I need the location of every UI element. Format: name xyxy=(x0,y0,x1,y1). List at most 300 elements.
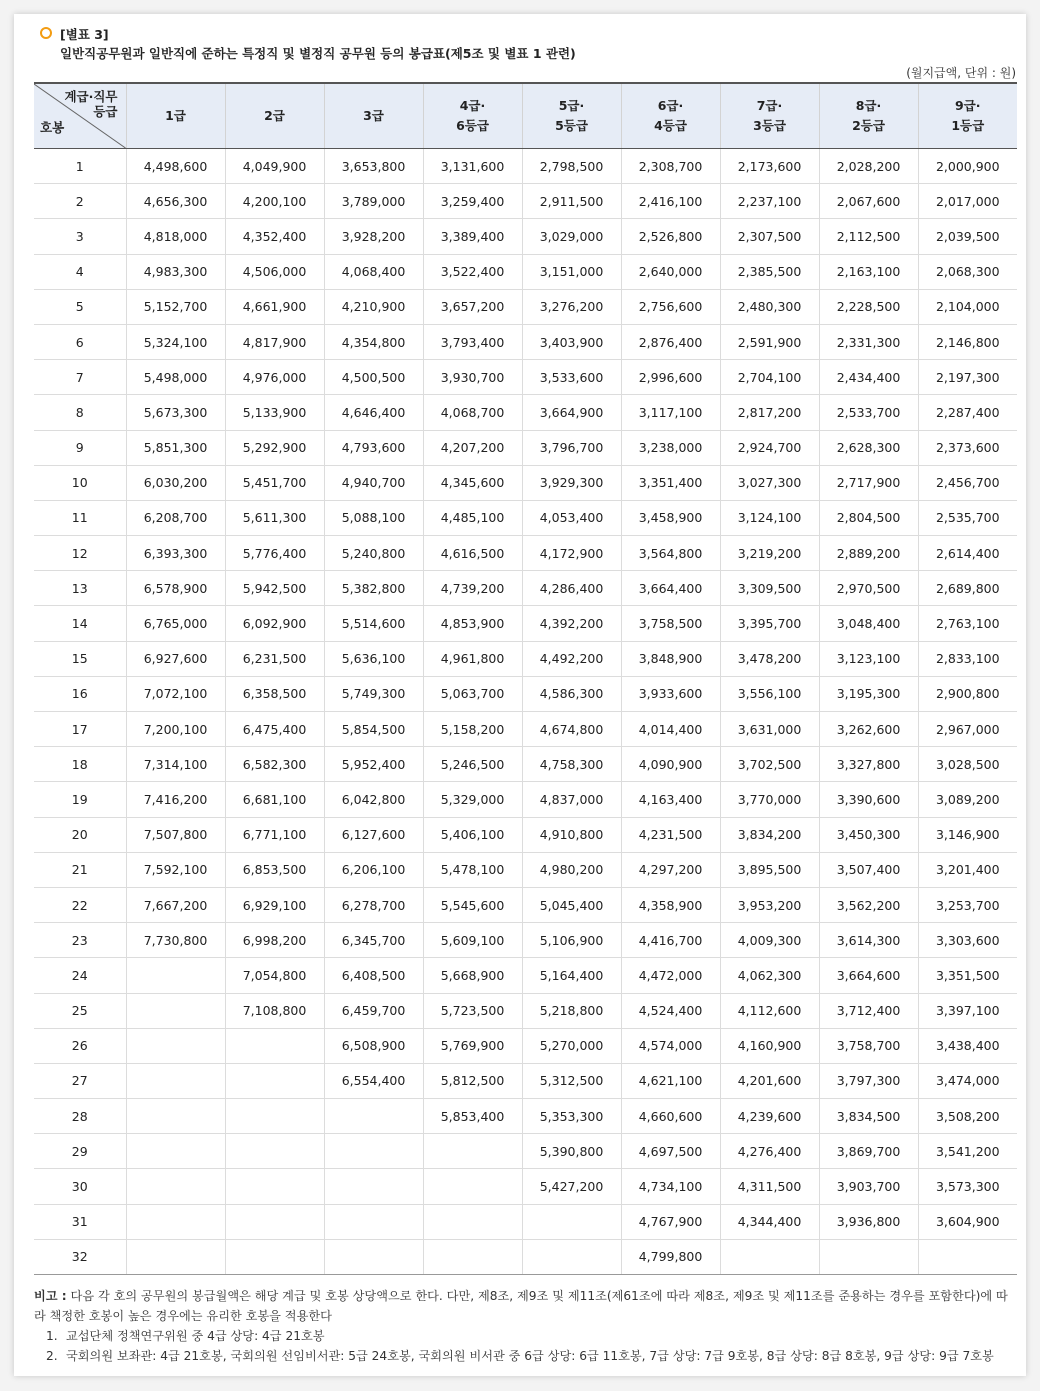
salary-cell: 4,311,500 xyxy=(720,1169,819,1204)
salary-cell: 4,068,400 xyxy=(324,254,423,289)
salary-cell: 4,799,800 xyxy=(621,1239,720,1274)
salary-cell: 6,278,700 xyxy=(324,887,423,922)
salary-cell: 4,172,900 xyxy=(522,536,621,571)
salary-cell: 6,771,100 xyxy=(225,817,324,852)
column-header-line2: 2등급 xyxy=(852,118,885,133)
salary-cell: 3,758,700 xyxy=(819,1028,918,1063)
table-row xyxy=(34,465,1017,500)
salary-cell: 2,763,100 xyxy=(918,606,1017,641)
salary-cell: 3,712,400 xyxy=(819,993,918,1028)
column-header-line2: 6등급 xyxy=(456,118,489,133)
salary-cell: 3,238,000 xyxy=(621,430,720,465)
salary-cell: 2,434,400 xyxy=(819,360,918,395)
salary-cell: 3,146,900 xyxy=(918,817,1017,852)
salary-cell: 3,533,600 xyxy=(522,360,621,395)
salary-cell: 3,259,400 xyxy=(423,184,522,219)
salary-cell: 4,354,800 xyxy=(324,324,423,359)
salary-cell: 5,406,100 xyxy=(423,817,522,852)
salary-cell: 2,146,800 xyxy=(918,324,1017,359)
step-cell: 15 xyxy=(34,641,126,676)
note-item-number: 2. xyxy=(46,1349,58,1363)
salary-cell: 4,574,000 xyxy=(621,1028,720,1063)
salary-cell: 6,208,700 xyxy=(126,500,225,535)
step-cell: 7 xyxy=(34,360,126,395)
salary-cell: 2,197,300 xyxy=(918,360,1017,395)
salary-cell xyxy=(126,1169,225,1204)
salary-cell: 4,062,300 xyxy=(720,958,819,993)
step-cell: 14 xyxy=(34,606,126,641)
salary-cell: 3,796,700 xyxy=(522,430,621,465)
salary-cell: 3,797,300 xyxy=(819,1063,918,1098)
salary-cell: 4,758,300 xyxy=(522,747,621,782)
salary-cell xyxy=(918,1239,1017,1274)
column-header xyxy=(819,83,918,149)
salary-cell: 3,395,700 xyxy=(720,606,819,641)
salary-cell: 3,397,100 xyxy=(918,993,1017,1028)
salary-cell: 5,776,400 xyxy=(225,536,324,571)
salary-cell: 3,541,200 xyxy=(918,1134,1017,1169)
column-header xyxy=(720,83,819,149)
salary-cell: 2,112,500 xyxy=(819,219,918,254)
salary-cell: 2,385,500 xyxy=(720,254,819,289)
step-cell: 30 xyxy=(34,1169,126,1204)
salary-cell: 2,331,300 xyxy=(819,324,918,359)
salary-cell: 5,063,700 xyxy=(423,676,522,711)
step-cell: 31 xyxy=(34,1204,126,1239)
salary-cell: 7,592,100 xyxy=(126,852,225,887)
salary-cell xyxy=(126,1204,225,1239)
table-row xyxy=(34,1169,1017,1204)
corner-bottom-label: 호봉 xyxy=(40,120,65,135)
salary-cell: 4,358,900 xyxy=(621,887,720,922)
step-cell: 21 xyxy=(34,852,126,887)
salary-cell: 4,853,900 xyxy=(423,606,522,641)
table-row xyxy=(34,817,1017,852)
salary-cell: 2,833,100 xyxy=(918,641,1017,676)
column-header xyxy=(126,83,225,149)
salary-cell: 7,730,800 xyxy=(126,923,225,958)
salary-cell: 2,967,000 xyxy=(918,712,1017,747)
salary-cell: 4,661,900 xyxy=(225,289,324,324)
corner-top-line2: 등급 xyxy=(93,104,118,119)
step-cell: 8 xyxy=(34,395,126,430)
salary-cell: 4,660,600 xyxy=(621,1099,720,1134)
step-cell: 6 xyxy=(34,324,126,359)
table-row xyxy=(34,782,1017,817)
step-cell: 27 xyxy=(34,1063,126,1098)
salary-cell: 4,090,900 xyxy=(621,747,720,782)
salary-cell: 3,508,200 xyxy=(918,1099,1017,1134)
column-header xyxy=(522,83,621,149)
column-header-line2: 1등급 xyxy=(951,118,985,133)
document-card xyxy=(14,14,1026,1376)
salary-cell: 4,506,000 xyxy=(225,254,324,289)
salary-cell: 2,591,900 xyxy=(720,324,819,359)
column-header-line2: 4등급 xyxy=(654,118,687,133)
table-row xyxy=(34,958,1017,993)
salary-cell xyxy=(225,1169,324,1204)
step-cell: 25 xyxy=(34,993,126,1028)
salary-cell: 4,112,600 xyxy=(720,993,819,1028)
salary-cell: 4,297,200 xyxy=(621,852,720,887)
salary-cell: 3,474,000 xyxy=(918,1063,1017,1098)
column-header xyxy=(423,83,522,149)
step-cell: 20 xyxy=(34,817,126,852)
salary-cell: 6,929,100 xyxy=(225,887,324,922)
salary-cell: 2,017,000 xyxy=(918,184,1017,219)
salary-cell: 2,237,100 xyxy=(720,184,819,219)
salary-cell: 2,480,300 xyxy=(720,289,819,324)
table-body xyxy=(34,149,1017,1275)
salary-cell: 3,151,000 xyxy=(522,254,621,289)
salary-cell: 2,228,500 xyxy=(819,289,918,324)
salary-cell: 3,564,800 xyxy=(621,536,720,571)
salary-cell: 7,416,200 xyxy=(126,782,225,817)
salary-cell: 4,207,200 xyxy=(423,430,522,465)
salary-cell: 2,104,000 xyxy=(918,289,1017,324)
salary-cell: 4,163,400 xyxy=(621,782,720,817)
salary-cell xyxy=(324,1239,423,1274)
salary-cell xyxy=(126,1134,225,1169)
salary-cell: 2,039,500 xyxy=(918,219,1017,254)
step-cell: 10 xyxy=(34,465,126,500)
salary-cell: 3,869,700 xyxy=(819,1134,918,1169)
salary-cell: 2,533,700 xyxy=(819,395,918,430)
salary-cell: 3,653,800 xyxy=(324,149,423,184)
salary-cell: 3,507,400 xyxy=(819,852,918,887)
corner-top-label xyxy=(64,89,117,119)
step-cell: 9 xyxy=(34,430,126,465)
salary-cell: 4,276,400 xyxy=(720,1134,819,1169)
table-row xyxy=(34,747,1017,782)
salary-cell: 3,131,600 xyxy=(423,149,522,184)
salary-cell: 5,218,800 xyxy=(522,993,621,1028)
note-item xyxy=(34,1326,1019,1346)
salary-cell: 3,933,600 xyxy=(621,676,720,711)
salary-cell: 2,526,800 xyxy=(621,219,720,254)
salary-cell: 5,514,600 xyxy=(324,606,423,641)
step-cell: 23 xyxy=(34,923,126,958)
note-item xyxy=(34,1346,1019,1366)
salary-cell: 5,158,200 xyxy=(423,712,522,747)
step-cell: 1 xyxy=(34,149,126,184)
step-cell: 12 xyxy=(34,536,126,571)
salary-cell: 4,200,100 xyxy=(225,184,324,219)
salary-cell: 7,108,800 xyxy=(225,993,324,1028)
salary-cell xyxy=(324,1099,423,1134)
salary-cell: 6,042,800 xyxy=(324,782,423,817)
table-row xyxy=(34,1063,1017,1098)
salary-cell: 5,292,900 xyxy=(225,430,324,465)
salary-cell: 4,837,000 xyxy=(522,782,621,817)
salary-cell: 5,812,500 xyxy=(423,1063,522,1098)
note-label: 비고 : xyxy=(34,1289,67,1303)
salary-cell: 4,352,400 xyxy=(225,219,324,254)
salary-cell: 4,656,300 xyxy=(126,184,225,219)
table-row xyxy=(34,712,1017,747)
column-header-line1: 5급· xyxy=(558,98,585,113)
step-cell: 4 xyxy=(34,254,126,289)
salary-cell: 2,307,500 xyxy=(720,219,819,254)
salary-cell: 3,309,500 xyxy=(720,571,819,606)
salary-cell: 6,765,000 xyxy=(126,606,225,641)
salary-cell: 4,674,800 xyxy=(522,712,621,747)
appendix-tag: [별표 3] xyxy=(60,27,109,42)
salary-cell: 3,562,200 xyxy=(819,887,918,922)
salary-cell: 2,889,200 xyxy=(819,536,918,571)
salary-cell: 4,392,200 xyxy=(522,606,621,641)
salary-cell: 6,092,900 xyxy=(225,606,324,641)
column-header-line2: 3등급 xyxy=(753,118,786,133)
salary-cell xyxy=(225,1099,324,1134)
salary-cell: 4,961,800 xyxy=(423,641,522,676)
salary-cell: 2,900,800 xyxy=(918,676,1017,711)
column-header-line1: 7급· xyxy=(756,98,783,113)
salary-cell: 3,351,500 xyxy=(918,958,1017,993)
salary-cell: 3,124,100 xyxy=(720,500,819,535)
corner-top-line1: 계급·직무 xyxy=(64,89,118,104)
salary-cell: 4,983,300 xyxy=(126,254,225,289)
salary-cell: 5,636,100 xyxy=(324,641,423,676)
salary-cell: 6,927,600 xyxy=(126,641,225,676)
salary-cell: 6,475,400 xyxy=(225,712,324,747)
salary-cell: 4,472,000 xyxy=(621,958,720,993)
table-row xyxy=(34,606,1017,641)
salary-cell: 3,604,900 xyxy=(918,1204,1017,1239)
salary-cell: 3,403,900 xyxy=(522,324,621,359)
salary-cell: 4,817,900 xyxy=(225,324,324,359)
salary-cell: 3,219,200 xyxy=(720,536,819,571)
salary-cell: 2,068,300 xyxy=(918,254,1017,289)
salary-cell xyxy=(126,993,225,1028)
salary-cell: 3,903,700 xyxy=(819,1169,918,1204)
salary-cell: 7,314,100 xyxy=(126,747,225,782)
table-row xyxy=(34,993,1017,1028)
salary-cell: 4,201,600 xyxy=(720,1063,819,1098)
salary-cell: 4,976,000 xyxy=(225,360,324,395)
salary-cell: 2,704,100 xyxy=(720,360,819,395)
salary-cell: 4,286,400 xyxy=(522,571,621,606)
salary-cell: 4,646,400 xyxy=(324,395,423,430)
salary-cell: 3,953,200 xyxy=(720,887,819,922)
unit-note: (월지급액, 단위 : 원) xyxy=(906,66,1016,80)
salary-cell: 4,586,300 xyxy=(522,676,621,711)
salary-cell: 5,498,000 xyxy=(126,360,225,395)
salary-cell: 5,329,000 xyxy=(423,782,522,817)
salary-cell: 3,664,400 xyxy=(621,571,720,606)
salary-cell: 3,834,500 xyxy=(819,1099,918,1134)
note-main xyxy=(34,1286,1019,1326)
salary-cell: 5,611,300 xyxy=(225,500,324,535)
salary-cell xyxy=(126,1028,225,1063)
salary-cell: 7,054,800 xyxy=(225,958,324,993)
step-cell: 2 xyxy=(34,184,126,219)
salary-cell: 6,508,900 xyxy=(324,1028,423,1063)
salary-cell: 5,106,900 xyxy=(522,923,621,958)
step-cell: 3 xyxy=(34,219,126,254)
salary-cell: 2,000,900 xyxy=(918,149,1017,184)
salary-cell: 2,028,200 xyxy=(819,149,918,184)
table-row xyxy=(34,395,1017,430)
salary-cell: 2,756,600 xyxy=(621,289,720,324)
note-item-number: 1. xyxy=(46,1329,58,1343)
salary-cell xyxy=(126,1099,225,1134)
salary-cell: 5,769,900 xyxy=(423,1028,522,1063)
salary-cell: 3,027,300 xyxy=(720,465,819,500)
salary-cell: 5,952,400 xyxy=(324,747,423,782)
salary-cell: 3,522,400 xyxy=(423,254,522,289)
column-header-line1: 3급 xyxy=(363,108,384,123)
table-row xyxy=(34,219,1017,254)
salary-cell: 6,998,200 xyxy=(225,923,324,958)
salary-cell: 5,609,100 xyxy=(423,923,522,958)
salary-cell: 3,664,900 xyxy=(522,395,621,430)
salary-cell: 3,789,000 xyxy=(324,184,423,219)
salary-cell: 3,848,900 xyxy=(621,641,720,676)
salary-cell: 2,614,400 xyxy=(918,536,1017,571)
step-cell: 26 xyxy=(34,1028,126,1063)
salary-cell: 6,578,900 xyxy=(126,571,225,606)
salary-cell: 3,276,200 xyxy=(522,289,621,324)
salary-cell: 3,450,300 xyxy=(819,817,918,852)
salary-cell: 5,324,100 xyxy=(126,324,225,359)
salary-cell: 3,458,900 xyxy=(621,500,720,535)
table-row xyxy=(34,500,1017,535)
salary-cell xyxy=(324,1204,423,1239)
table-row xyxy=(34,641,1017,676)
salary-cell: 2,996,600 xyxy=(621,360,720,395)
table-row xyxy=(34,536,1017,571)
column-header xyxy=(621,83,720,149)
salary-cell: 2,804,500 xyxy=(819,500,918,535)
salary-cell xyxy=(522,1239,621,1274)
salary-cell: 4,621,100 xyxy=(621,1063,720,1098)
salary-cell: 4,498,600 xyxy=(126,149,225,184)
step-cell: 24 xyxy=(34,958,126,993)
salary-cell: 4,416,700 xyxy=(621,923,720,958)
table-row xyxy=(34,1134,1017,1169)
salary-cell: 2,924,700 xyxy=(720,430,819,465)
salary-cell: 5,478,100 xyxy=(423,852,522,887)
salary-cell: 3,631,000 xyxy=(720,712,819,747)
salary-cell: 4,500,500 xyxy=(324,360,423,395)
salary-cell: 4,210,900 xyxy=(324,289,423,324)
salary-cell: 3,614,300 xyxy=(819,923,918,958)
salary-cell: 2,689,800 xyxy=(918,571,1017,606)
salary-cell: 2,173,600 xyxy=(720,149,819,184)
salary-cell: 4,049,900 xyxy=(225,149,324,184)
salary-cell: 4,239,600 xyxy=(720,1099,819,1134)
salary-cell: 6,393,300 xyxy=(126,536,225,571)
salary-cell: 5,545,600 xyxy=(423,887,522,922)
salary-cell xyxy=(225,1134,324,1169)
salary-cell: 5,246,500 xyxy=(423,747,522,782)
salary-cell: 3,262,600 xyxy=(819,712,918,747)
step-cell: 32 xyxy=(34,1239,126,1274)
salary-cell: 4,485,100 xyxy=(423,500,522,535)
salary-cell xyxy=(423,1204,522,1239)
salary-cell: 2,163,100 xyxy=(819,254,918,289)
step-cell: 11 xyxy=(34,500,126,535)
column-header-line1: 8급· xyxy=(855,98,882,113)
salary-cell: 4,524,400 xyxy=(621,993,720,1028)
salary-cell: 6,345,700 xyxy=(324,923,423,958)
salary-cell: 4,697,500 xyxy=(621,1134,720,1169)
table-title: 일반직공무원과 일반직에 준하는 특정직 및 별정직 공무원 등의 봉급표(제5조 및 별표 1 관련) xyxy=(60,46,576,61)
salary-cell: 5,451,700 xyxy=(225,465,324,500)
salary-cell: 4,818,000 xyxy=(126,219,225,254)
salary-cell: 3,758,500 xyxy=(621,606,720,641)
column-header-line1: 4급· xyxy=(459,98,486,113)
salary-cell: 4,767,900 xyxy=(621,1204,720,1239)
salary-cell: 3,029,000 xyxy=(522,219,621,254)
salary-cell: 3,573,300 xyxy=(918,1169,1017,1204)
salary-cell: 3,390,600 xyxy=(819,782,918,817)
salary-cell: 7,200,100 xyxy=(126,712,225,747)
salary-cell: 5,390,800 xyxy=(522,1134,621,1169)
circle-bullet-icon xyxy=(40,27,52,39)
salary-cell: 3,556,100 xyxy=(720,676,819,711)
step-cell: 22 xyxy=(34,887,126,922)
step-cell: 17 xyxy=(34,712,126,747)
salary-cell: 4,910,800 xyxy=(522,817,621,852)
salary-cell: 5,045,400 xyxy=(522,887,621,922)
salary-cell: 6,459,700 xyxy=(324,993,423,1028)
salary-cell: 2,535,700 xyxy=(918,500,1017,535)
salary-cell: 3,895,500 xyxy=(720,852,819,887)
salary-cell: 4,160,900 xyxy=(720,1028,819,1063)
salary-cell: 2,798,500 xyxy=(522,149,621,184)
salary-cell xyxy=(720,1239,819,1274)
table-row xyxy=(34,430,1017,465)
salary-cell: 2,640,000 xyxy=(621,254,720,289)
table-row xyxy=(34,324,1017,359)
table-row xyxy=(34,1099,1017,1134)
column-header-line1: 1급 xyxy=(165,108,186,123)
salary-cell: 6,853,500 xyxy=(225,852,324,887)
salary-cell: 3,657,200 xyxy=(423,289,522,324)
table-row xyxy=(34,289,1017,324)
salary-cell: 4,009,300 xyxy=(720,923,819,958)
salary-cell: 3,303,600 xyxy=(918,923,1017,958)
salary-cell: 3,048,400 xyxy=(819,606,918,641)
salary-cell: 5,164,400 xyxy=(522,958,621,993)
column-header xyxy=(225,83,324,149)
table-row xyxy=(34,887,1017,922)
salary-cell: 2,970,500 xyxy=(819,571,918,606)
salary-cell: 4,940,700 xyxy=(324,465,423,500)
salary-cell: 3,028,500 xyxy=(918,747,1017,782)
table-row xyxy=(34,676,1017,711)
salary-cell: 4,053,400 xyxy=(522,500,621,535)
table-row xyxy=(34,1239,1017,1274)
step-cell: 18 xyxy=(34,747,126,782)
salary-cell: 5,088,100 xyxy=(324,500,423,535)
table-row xyxy=(34,571,1017,606)
salary-cell: 2,911,500 xyxy=(522,184,621,219)
salary-cell: 7,667,200 xyxy=(126,887,225,922)
salary-cell: 2,717,900 xyxy=(819,465,918,500)
note-text: 다음 각 호의 공무원의 봉급월액은 해당 계급 및 호봉 상당액으로 한다. 다만, 제8조, 제9조 및 제11조(제61조에 따라 제8조, 제9조 및 제11조를 준용하는 경우를 포함한다)에 따라 책정한 호봉이 높은 경우에는 유리한 호봉을 적용한다 xyxy=(34,1289,1008,1323)
salary-cell: 6,358,500 xyxy=(225,676,324,711)
step-cell: 28 xyxy=(34,1099,126,1134)
salary-cell: 5,353,300 xyxy=(522,1099,621,1134)
salary-cell: 4,014,400 xyxy=(621,712,720,747)
note-item-text: 교섭단체 정책연구위원 중 4급 상당: 4급 21호봉 xyxy=(66,1329,325,1343)
salary-cell: 5,723,500 xyxy=(423,993,522,1028)
salary-cell: 3,770,000 xyxy=(720,782,819,817)
table-row xyxy=(34,923,1017,958)
